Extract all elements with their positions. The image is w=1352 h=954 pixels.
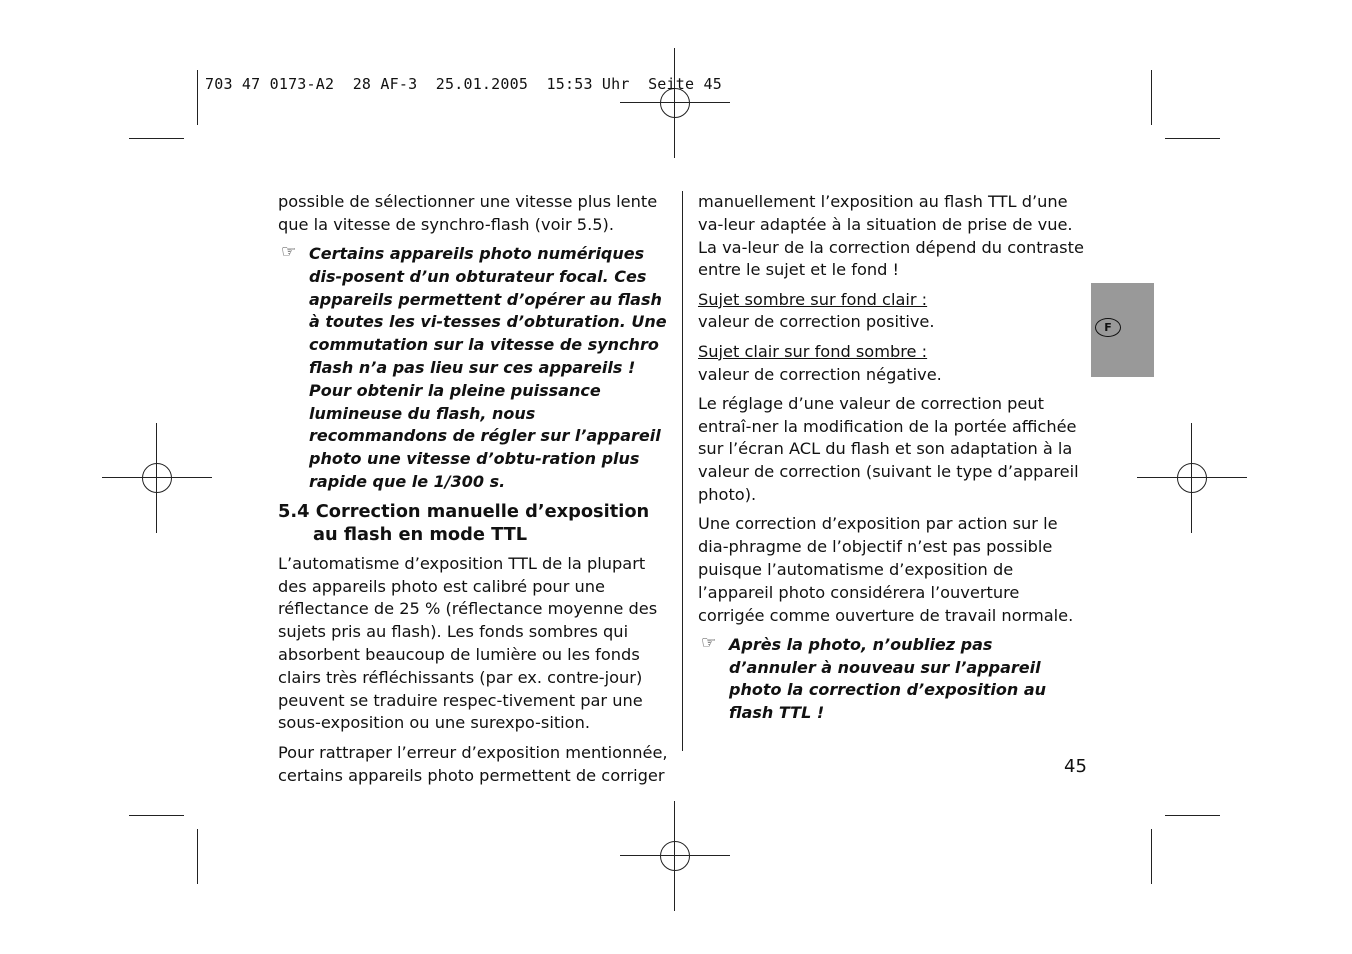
light-subject-block xyxy=(698,341,1084,387)
registration-mark-right xyxy=(1137,423,1247,533)
registration-mark-top xyxy=(620,48,730,158)
light-subject-value: valeur de correction négative. xyxy=(698,364,942,384)
crop-mark-bottom-left-horizontal xyxy=(129,815,184,816)
registration-mark-left xyxy=(102,423,212,533)
left-note-text: Certains appareils photo numériques dis-posent d’un obturateur focal. Ces appareils permettent d’opérer au flash à toutes les vi-tesses d’obturation. Une commutation sur la vitesse de synchro flash n’a pas lieu sur ces appareils ! Pour obtenir la pleine puissance lumineuse du flash, nous recommandons de régler sur l’appareil photo une vitesse d’obtu-ration plus rapide que le 1/300 s. xyxy=(309,244,667,492)
left-paragraph-1: possible de sélectionner une vitesse plus lente que la vitesse de synchro-flash (voir 5.5). xyxy=(278,192,658,234)
right-note-text: Après la photo, n’oubliez pas d’annuler à nouveau sur l’appareil photo la correction d’exposition au flash TTL ! xyxy=(729,634,1047,723)
crop-mark-top-right-vertical xyxy=(1151,70,1152,125)
section-heading-line-2: au flash en mode TTL xyxy=(313,524,528,546)
dark-subject-label: Sujet sombre sur fond clair : xyxy=(698,289,928,309)
dark-subject-block xyxy=(698,289,1084,335)
language-tab xyxy=(1091,283,1154,377)
crop-mark-top-left-horizontal xyxy=(129,138,184,139)
pointing-hand-icon: ☞ xyxy=(701,632,717,653)
crop-mark-bottom-right-horizontal xyxy=(1165,815,1220,816)
section-heading-line-1: 5.4 Correction manuelle d’exposition xyxy=(278,501,650,523)
right-paragraph-2: Le réglage d’une valeur de correction peut entraî-ner la modification de la portée affichée sur l’écran ACL du flash et son adaptation à la valeur de correction (suivant le type d’appareil photo). xyxy=(698,393,1079,505)
left-column xyxy=(278,191,668,794)
print-slug: 703 47 0173-A2 28 AF-3 25.01.2005 15:53 Uhr Seite 45 xyxy=(205,75,722,93)
light-subject-label: Sujet clair sur fond sombre : xyxy=(698,341,928,361)
language-badge: F xyxy=(1095,318,1121,337)
left-note xyxy=(278,243,668,494)
right-paragraph-3: Une correction d’exposition par action sur le dia-phragme de l’objectif n’est pas possible puisque l’automatisme d’exposition de l’appareil photo considérera l’ouverture corrigée comme ouverture de travail normale. xyxy=(698,514,1074,625)
left-paragraph-3: Pour rattraper l’erreur d’exposition mentionnée, certains appareils photo permettent de corriger xyxy=(278,742,668,785)
crop-mark-bottom-right-vertical xyxy=(1151,829,1152,884)
section-heading xyxy=(278,500,668,546)
pointing-hand-icon: ☞ xyxy=(281,242,297,263)
right-paragraph-1: manuellement l’exposition au flash TTL d’une va-leur adaptée à la situation de prise de vue. La va-leur de la correction dépend du contraste entre le sujet et le fond ! xyxy=(698,192,1084,280)
registration-mark-bottom xyxy=(620,801,730,911)
page-number: 45 xyxy=(1064,756,1087,777)
crop-mark-bottom-left-vertical xyxy=(197,829,198,884)
right-note xyxy=(698,634,1084,725)
right-column xyxy=(698,191,1084,732)
column-divider xyxy=(682,191,683,751)
crop-mark-top-left-vertical xyxy=(197,70,198,125)
crop-mark-top-right-horizontal xyxy=(1165,138,1220,139)
left-paragraph-2: L’automatisme d’exposition TTL de la plupart des appareils photo est calibré pour une réflectance de 25 % (réflectance moyenne des sujets pris au flash). Les fonds sombres qui absorbent beaucoup de lumière ou les fonds clairs très réfléchissants (par ex. contre-jour) peuvent se traduire respec-tivement par une sous-exposition ou une surexpo-sition. xyxy=(278,553,658,733)
dark-subject-value: valeur de correction positive. xyxy=(698,312,935,332)
